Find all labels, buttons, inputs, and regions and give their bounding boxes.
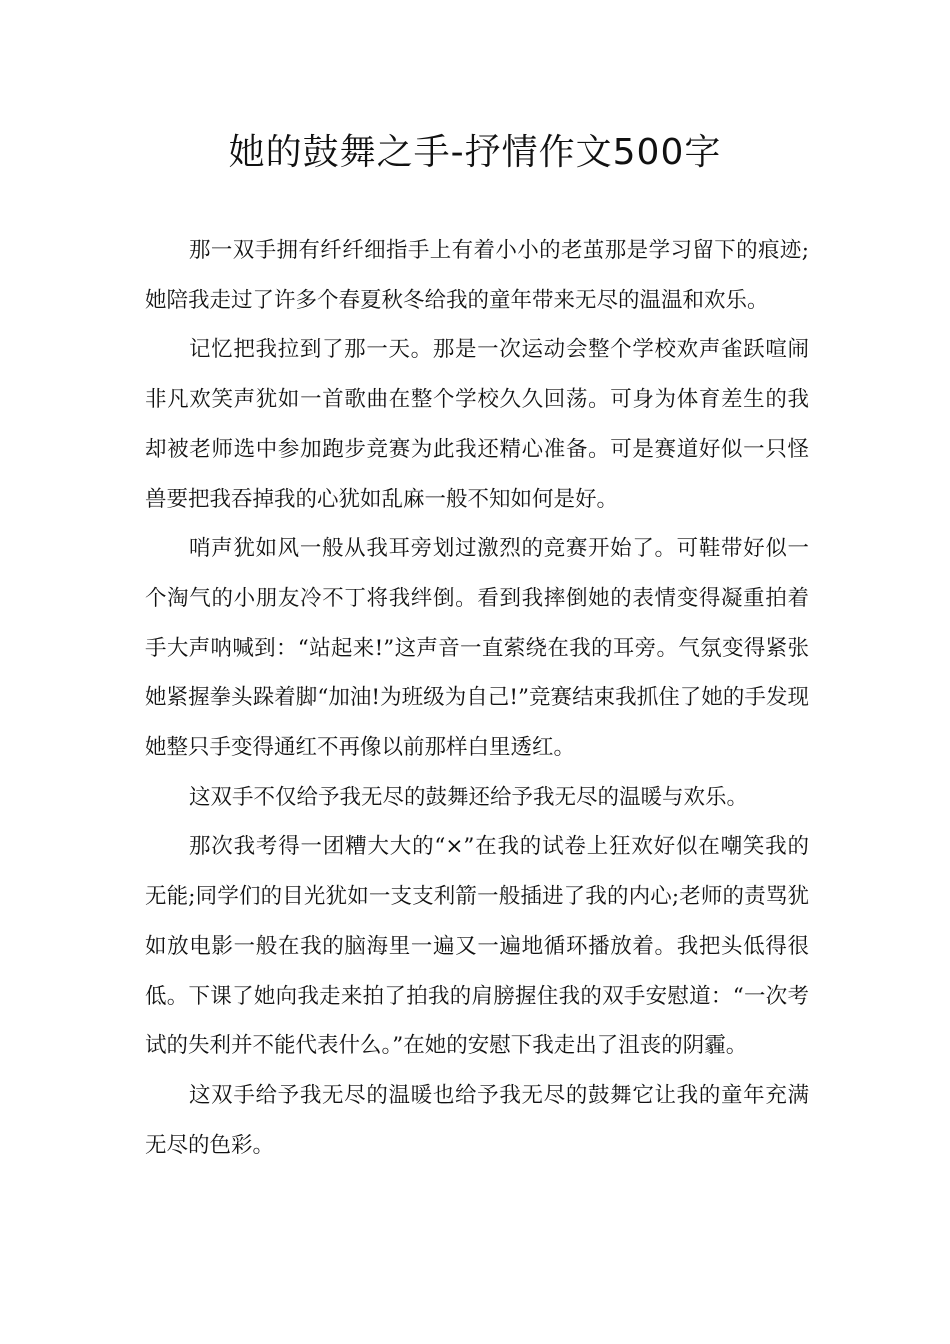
document-title: 她的鼓舞之手-抒情作文500字 [228,132,722,173]
document-body [145,226,809,1170]
paragraph-5: 那次我考得一团糟大大的“×”在我的试卷上狂欢好似在嘲笑我的无能;同学们的目光犹如一支支利箭一般插进了我的内心;老师的责骂犹如放电影一般在我的脑海里一遍又一遍地循环播放着。我把头低得很低。下课了她向我走来拍了拍我的肩膀握住我的双手安慰道：“一次考试的失利并不能代表什么。”在她的安慰下我走出了沮丧的阴霾。 [145,834,809,1059]
paragraph-1: 那一双手拥有纤纤细指手上有着小小的老茧那是学习留下的痕迹;她陪我走过了许多个春夏秋冬给我的童年带来无尽的温温和欢乐。 [145,238,809,313]
paragraph-4: 这双手不仅给予我无尽的鼓舞还给予我无尽的温暖与欢乐。 [189,784,749,810]
paragraph-3: 哨声犹如风一般从我耳旁划过激烈的竞赛开始了。可鞋带好似一个淘气的小朋友冷不丁将我绊倒。看到我摔倒她的表情变得凝重拍着手大声呐喊到：“站起来!”这声音一直萦绕在我的耳旁。气氛变得紧张她紧握拳头跺着脚“加油!为班级为自己!”竞赛结束我抓住了她的手发现她整只手变得通红不再像以前那样白里透红。 [145,536,809,761]
paragraph-6: 这双手给予我无尽的温暖也给予我无尽的鼓舞它让我的童年充满无尽的色彩。 [145,1082,809,1158]
paragraph-2: 记忆把我拉到了那一天。那是一次运动会整个学校欢声雀跃喧闹非凡欢笑声犹如一首歌曲在整个学校久久回荡。可身为体育差生的我却被老师选中参加跑步竞赛为此我还精心准备。可是赛道好似一只怪兽要把我吞掉我的心犹如乱麻一般不知如何是好。 [145,337,809,512]
